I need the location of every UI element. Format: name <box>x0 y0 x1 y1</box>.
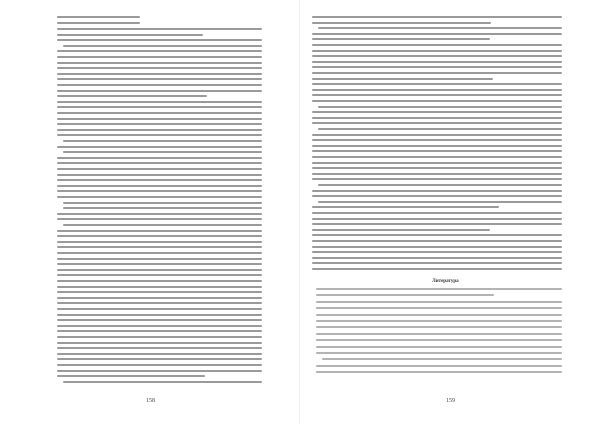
text-line <box>57 330 262 332</box>
text-line <box>312 44 562 46</box>
text-line <box>312 206 499 208</box>
text-line <box>312 78 493 80</box>
text-line <box>57 370 262 372</box>
text-line <box>57 213 262 215</box>
text-line <box>57 134 262 136</box>
text-line <box>57 258 262 260</box>
text-line <box>57 112 262 114</box>
text-line <box>57 302 262 304</box>
text-line <box>312 145 562 147</box>
text-line <box>57 78 262 80</box>
text-line <box>57 325 262 327</box>
text-line <box>312 89 562 91</box>
text-line <box>316 301 562 303</box>
text-line <box>312 122 562 124</box>
text-line <box>312 38 490 40</box>
text-line <box>57 174 262 176</box>
text-line <box>322 358 562 360</box>
text-line <box>318 184 562 186</box>
text-line <box>312 162 562 164</box>
text-line <box>57 56 262 58</box>
text-line <box>312 212 562 214</box>
text-line <box>312 50 562 52</box>
text-line <box>63 207 262 209</box>
text-line <box>57 95 207 97</box>
text-line <box>57 90 262 92</box>
text-line <box>57 375 205 377</box>
text-line <box>316 352 562 354</box>
text-line <box>316 288 562 290</box>
text-line <box>57 34 203 36</box>
right-page <box>300 0 600 424</box>
text-line <box>57 146 262 148</box>
text-line <box>312 22 491 24</box>
text-line <box>63 140 262 142</box>
text-line <box>57 67 262 69</box>
text-line <box>318 201 562 203</box>
text-line <box>63 45 262 47</box>
text-line <box>318 27 562 29</box>
text-line <box>57 235 262 237</box>
text-line <box>57 246 262 248</box>
text-line <box>312 117 562 119</box>
text-line <box>57 106 262 108</box>
text-line <box>57 157 262 159</box>
text-line <box>57 319 262 321</box>
text-line <box>57 196 262 198</box>
text-line <box>57 230 262 232</box>
text-line <box>312 83 562 85</box>
text-line <box>318 128 562 130</box>
text-line <box>312 223 562 225</box>
text-line <box>316 326 562 328</box>
text-line <box>312 150 562 152</box>
text-line <box>57 280 262 282</box>
text-line <box>312 234 562 236</box>
text-line <box>312 257 562 259</box>
text-line <box>316 333 562 335</box>
text-line <box>316 320 562 322</box>
text-line <box>312 156 562 158</box>
text-line <box>312 246 562 248</box>
text-line <box>312 195 562 197</box>
right-page-number: 159 <box>446 398 455 404</box>
text-line <box>318 106 562 108</box>
left-page-number: 158 <box>146 398 155 404</box>
text-line <box>57 291 262 293</box>
text-line <box>316 339 562 341</box>
text-line <box>57 185 262 187</box>
text-line <box>312 173 562 175</box>
text-line <box>57 269 262 271</box>
text-line <box>312 134 562 136</box>
text-line <box>57 84 262 86</box>
text-line <box>312 262 562 264</box>
text-line <box>63 224 262 226</box>
text-line <box>57 129 262 131</box>
text-line <box>57 101 262 103</box>
text-line <box>57 123 262 125</box>
text-line <box>57 358 262 360</box>
text-line <box>312 167 562 169</box>
text-line <box>63 202 262 204</box>
text-line <box>57 22 140 24</box>
text-line <box>57 162 262 164</box>
text-line <box>312 139 562 141</box>
text-line <box>316 307 562 309</box>
text-line <box>57 308 262 310</box>
text-line <box>57 50 262 52</box>
text-line <box>63 381 262 383</box>
text-line <box>312 61 562 63</box>
text-line <box>312 240 562 242</box>
text-line <box>312 16 562 18</box>
text-line <box>312 251 562 253</box>
text-line <box>57 252 262 254</box>
text-line <box>57 342 262 344</box>
text-line <box>57 353 262 355</box>
text-line <box>57 118 262 120</box>
text-line <box>312 218 562 220</box>
text-line <box>312 66 562 68</box>
text-line <box>57 62 262 64</box>
text-line <box>57 297 262 299</box>
text-line <box>57 347 262 349</box>
text-line <box>57 190 262 192</box>
text-line <box>316 294 494 296</box>
text-line <box>312 229 490 231</box>
text-line <box>312 190 562 192</box>
text-line <box>57 274 262 276</box>
text-line <box>312 94 562 96</box>
text-line <box>312 111 562 113</box>
text-line <box>57 179 262 181</box>
text-line <box>57 336 262 338</box>
text-line <box>57 218 262 220</box>
text-line <box>57 364 262 366</box>
text-line <box>63 151 262 153</box>
text-line <box>57 73 262 75</box>
text-line <box>57 286 262 288</box>
text-line <box>316 365 562 367</box>
text-line <box>312 178 562 180</box>
text-line <box>316 346 562 348</box>
text-line <box>57 241 262 243</box>
text-line <box>316 371 562 373</box>
text-line <box>312 33 562 35</box>
text-line <box>312 72 562 74</box>
text-line <box>312 55 562 57</box>
text-line <box>57 314 262 316</box>
text-line <box>57 16 140 18</box>
text-line <box>312 100 562 102</box>
text-line <box>57 28 262 30</box>
references-heading: Литература <box>432 279 459 284</box>
text-line <box>57 263 262 265</box>
text-line <box>57 39 262 41</box>
text-line <box>316 314 562 316</box>
text-line <box>57 168 262 170</box>
text-line <box>312 268 562 270</box>
